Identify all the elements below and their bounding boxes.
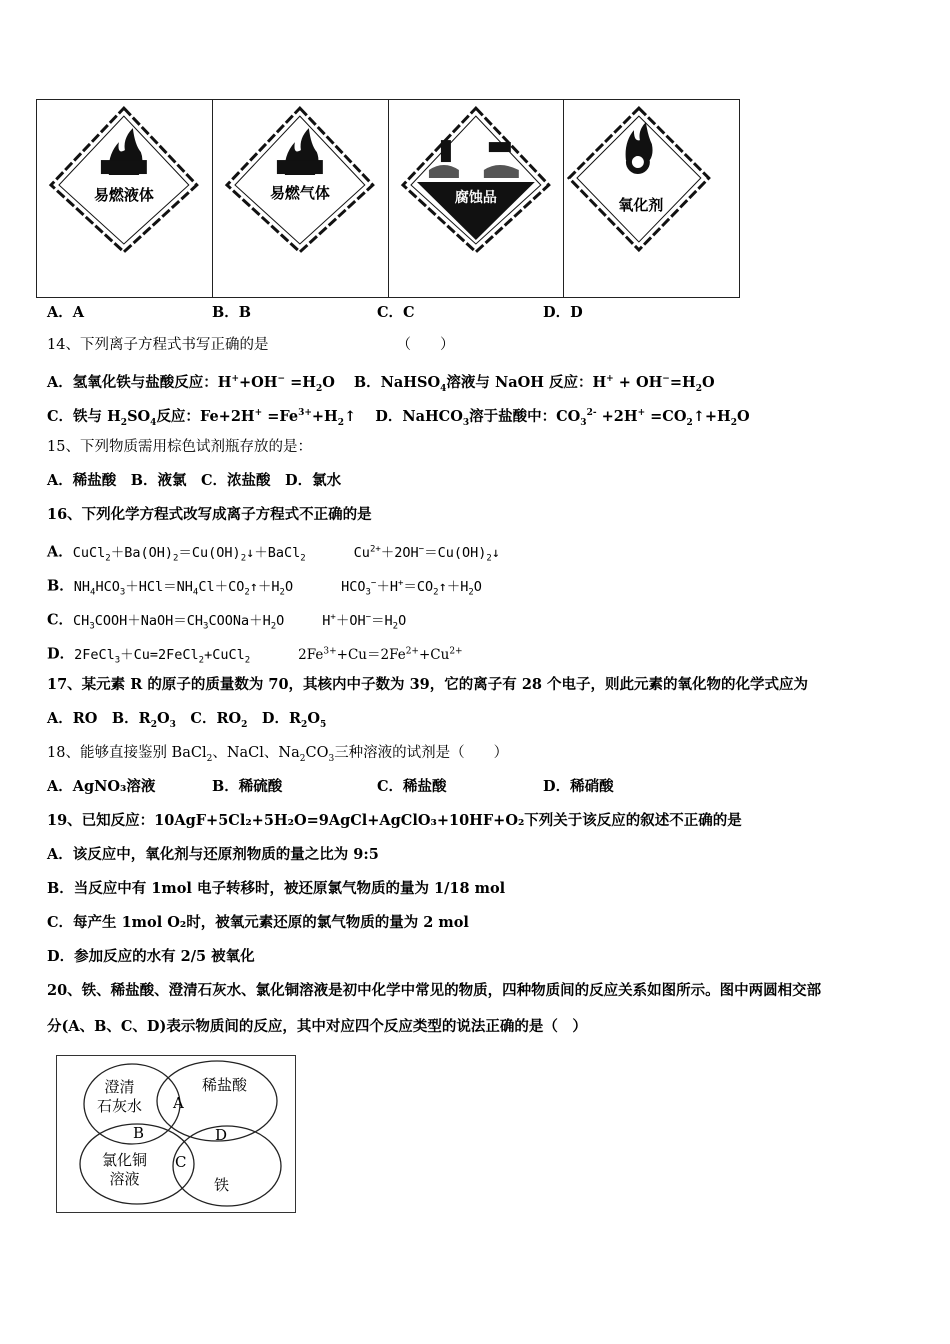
q20-stem-line2: 分(A、B、C、D)表示物质间的反应，其中对应四个反应类型的说法正确的是（ ） <box>47 1018 587 1035</box>
q16-option-d[interactable]: D．2FeCl$_3$＋Cu=2FeCl$_2$+CuCl$_2$ $2Fe^{3+}+Cu=2Fe^{2+}+Cu^{2+}$ <box>47 645 463 666</box>
q14-options-cd <box>47 403 750 433</box>
q16-option-b[interactable]: B．$NH_4HCO_3+HCl=NH_4Cl+CO_2↑+H_2O$ $HCO_3^-+H^+=CO_2↑+H_2O$ <box>47 577 482 598</box>
venn-label-iron: 铁 <box>214 1176 230 1194</box>
q18-option-c[interactable]: C．稀盐酸 <box>377 778 447 795</box>
q18-option-d[interactable]: D．稀硝酸 <box>543 778 614 795</box>
q18-option-b[interactable]: B．稀硫酸 <box>212 778 283 795</box>
venn-diagram <box>56 1055 296 1213</box>
q13-option-b[interactable]: B．B <box>212 304 252 321</box>
q18-stem: 18、能够直接鉴别 BaCl$_2$、NaCl、$Na_2CO_3$三种溶液的试剂是（ ） <box>47 745 509 764</box>
sign-label: 腐蚀品 <box>454 189 497 206</box>
sign-flammable-liquid <box>37 100 213 297</box>
q19-option-c[interactable]: C．每产生 1mol O₂时，被氧元素还原的氯气物质的量为 2 mol <box>47 914 469 931</box>
q16-stem: 16、下列化学方程式改写成离子方程式不正确的是 <box>47 506 372 523</box>
q20-stem-line1: 20、铁、稀盐酸、澄清石灰水、氯化铜溶液是初中化学中常见的物质，四种物质间的反应关系如图所示。图中两圆相交部 <box>47 982 822 999</box>
q13-option-c[interactable]: C．C <box>377 304 415 321</box>
venn-region-d[interactable]: D <box>215 1126 228 1144</box>
sign-oxidizer <box>564 100 739 297</box>
sign-corrosive <box>389 100 565 297</box>
q16-option-c[interactable]: C．$CH_3COOH+NaOH=CH_3COONa+H_2O$ $H^++OH^-=H_2O$ <box>47 611 407 632</box>
venn-label-hcl: 稀盐酸 <box>202 1076 248 1094</box>
venn-label-limewater: 澄清 石灰水 <box>97 1078 143 1115</box>
hazard-sign-table <box>36 99 740 298</box>
q19-stem: 19、已知反应：10AgF+5Cl₂+5H₂O=9AgCl+AgClO₃+10HF+O₂下列关于该反应的叙述不正确的是 <box>47 812 742 829</box>
venn-region-c[interactable]: C <box>175 1153 187 1171</box>
q13-option-d[interactable]: D．D <box>543 304 583 321</box>
q16-option-a[interactable]: A．$CuCl_2+Ba(OH)_2=Cu(OH)_2↓+BaCl_2$ $Cu^{2+}+2OH^-=Cu(OH)_2↓$ <box>47 543 500 564</box>
q14-option-c[interactable]: C．铁与 $H_2SO_4$反应：$Fe+2H^+ =Fe^{3+}+H_2↑$ <box>47 407 357 428</box>
sign-flammable-gas <box>213 100 389 297</box>
q18-option-a[interactable]: A．AgNO₃溶液 <box>47 778 156 795</box>
q19-option-a[interactable]: A．该反应中，氧化剂与还原剂物质的量之比为 9:5 <box>47 846 379 863</box>
sign-label: 易燃液体 <box>93 185 154 204</box>
q14-options-ab <box>47 369 715 399</box>
venn-region-b[interactable]: B <box>133 1124 145 1142</box>
q14-stem: 14、下列离子方程式书写正确的是 （ ） <box>47 337 455 353</box>
q17-options[interactable]: A．RO B．$R_2O_3$ C．$RO_2$ D．$R_2O_5$ <box>47 710 327 730</box>
q15-stem: 15、下列物质需用棕色试剂瓶存放的是： <box>47 439 312 455</box>
sign-label: 易燃气体 <box>269 184 330 203</box>
q15-options[interactable]: A．稀盐酸 B．液氯 C．浓盐酸 D．氯水 <box>47 472 342 489</box>
q17-stem: 17、某元素 R 的原子的质量数为 70，其核内中子数为 39，它的离子有 28 个电子，则此元素的氧化物的化学式应为 <box>47 676 809 693</box>
q13-option-a[interactable]: A．A <box>47 304 85 321</box>
sign-label: 氧化剂 <box>618 195 664 214</box>
q19-option-d[interactable]: D．参加反应的水有 2/5 被氧化 <box>47 948 255 965</box>
q19-option-b[interactable]: B．当反应中有 1mol 电子转移时，被还原氯气物质的量为 1/18 mol <box>47 880 506 897</box>
q14-option-a[interactable]: A．氢氧化铁与盐酸反应：$H^++OH^- =H_2O$ <box>47 373 335 394</box>
venn-region-a[interactable]: A <box>173 1094 184 1112</box>
q14-option-b[interactable]: B．NaHSO$_4$溶液与 NaOH 反应：$H^+ + OH^-=H_2O$ <box>353 373 715 394</box>
q14-option-d[interactable]: D．NaHCO$_3$溶于盐酸中：$CO_3^{2-} +2H^+$ $=CO_2↑+H_2O$ <box>375 407 750 428</box>
venn-label-cucl2: 氯化铜 溶液 <box>102 1151 148 1188</box>
